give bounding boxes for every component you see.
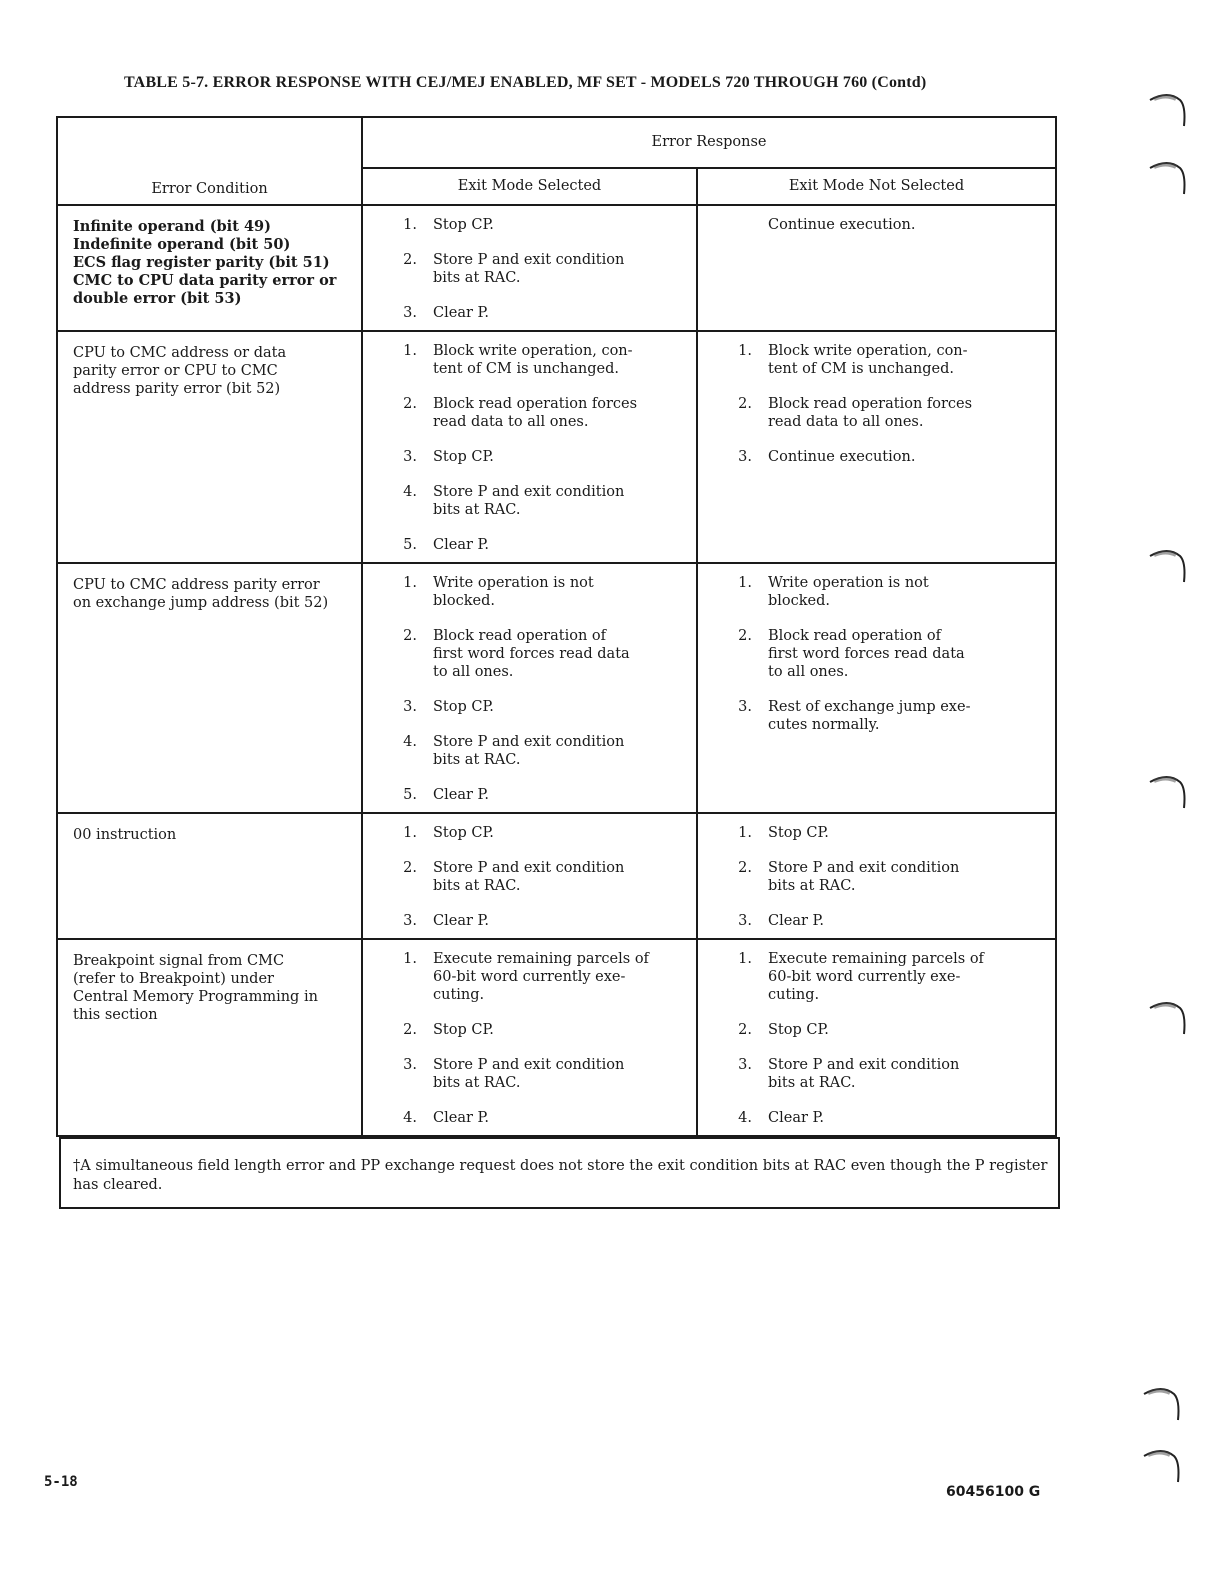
- step-text: Store P and exit condition bits at RAC.: [433, 1057, 625, 1091]
- step: [698, 698, 1043, 734]
- step-text: Store P and exit condition bits at RAC.: [768, 1057, 960, 1091]
- step-number: 2.: [403, 396, 417, 412]
- step-text: Stop CP.: [768, 825, 829, 841]
- step: [698, 1021, 1043, 1039]
- step-text: Execute remaining parcels of 60-bit word currently exe- cuting.: [768, 951, 984, 1003]
- step: [698, 824, 1043, 842]
- step-number: 1.: [738, 343, 752, 359]
- step-number: 3.: [738, 699, 752, 715]
- step-text: Execute remaining parcels of 60-bit word currently exe- cuting.: [433, 951, 649, 1003]
- step: [363, 1109, 684, 1127]
- step-number: 1.: [738, 825, 752, 841]
- step-number: 3.: [738, 1057, 752, 1073]
- step: [363, 698, 684, 716]
- table-footnote: †A simultaneous field length error and PP exchange request does not store the exit condition bits at RAC even though the P register has cleared.: [59, 1137, 1060, 1209]
- step-text: Store P and exit condition bits at RAC.: [768, 860, 960, 894]
- step-number: 3.: [403, 1057, 417, 1073]
- step-number: 3.: [403, 699, 417, 715]
- binder-hole-mark-icon: [1146, 998, 1192, 1038]
- step-number: 1.: [403, 217, 417, 233]
- not-selected-cell: [697, 205, 1056, 331]
- step: [363, 627, 684, 681]
- step-text: Stop CP.: [433, 449, 494, 465]
- step: [363, 912, 684, 930]
- condition-text: CPU to CMC address or data parity error or CPU to CMC address parity error (bit 52): [73, 345, 287, 397]
- step-text: Store P and exit condition bits at RAC.: [433, 860, 625, 894]
- condition-cell: [57, 563, 362, 813]
- step-text: Stop CP.: [433, 699, 494, 715]
- document-number: 60456100 G: [946, 1484, 1041, 1500]
- condition-text: 00 instruction: [73, 827, 177, 843]
- step: [363, 536, 684, 554]
- step-number: 1.: [403, 343, 417, 359]
- binder-hole-mark-icon: [1146, 546, 1192, 586]
- error-response-table: [56, 116, 1057, 1137]
- step-number: 2.: [403, 628, 417, 644]
- step-text: Stop CP.: [433, 217, 494, 233]
- step: [698, 1056, 1043, 1092]
- step: [698, 448, 1043, 466]
- not-selected-cell: [697, 939, 1056, 1136]
- header-exit-mode-not-selected: Exit Mode Not Selected: [697, 168, 1056, 205]
- step-number: 4.: [738, 1110, 752, 1126]
- table-title: TABLE 5-7. ERROR RESPONSE WITH CEJ/MEJ ENABLED, MF SET - MODELS 720 THROUGH 760 (Contd): [124, 74, 927, 91]
- step-number: 3.: [403, 913, 417, 929]
- step-text: Continue execution.: [768, 217, 916, 233]
- selected-cell: [362, 939, 697, 1136]
- step: [363, 216, 684, 234]
- step-number: 3.: [403, 305, 417, 321]
- step-number: 4.: [403, 1110, 417, 1126]
- step-text: Stop CP.: [433, 1022, 494, 1038]
- step-text: Rest of exchange jump exe- cutes normally.: [768, 699, 971, 733]
- selected-cell: [362, 563, 697, 813]
- step-text: Block read operation forces read data to all ones.: [768, 396, 973, 430]
- step-text: Block write operation, con- tent of CM is unchanged.: [433, 343, 633, 377]
- step: [698, 912, 1043, 930]
- table-row: [57, 813, 1056, 939]
- page-number: 5-18: [44, 1474, 78, 1490]
- step-number: 3.: [738, 449, 752, 465]
- step: [363, 251, 684, 287]
- step-text: Write operation is not blocked.: [433, 575, 594, 609]
- step-text: Clear P.: [433, 913, 489, 929]
- step: [363, 304, 684, 322]
- step: [363, 786, 684, 804]
- step-number: 3.: [403, 449, 417, 465]
- step: [698, 950, 1043, 1004]
- step-number: 1.: [738, 951, 752, 967]
- table-row: [57, 205, 1056, 331]
- step-number: 2.: [403, 252, 417, 268]
- step-text: Write operation is not blocked.: [768, 575, 929, 609]
- binder-hole-mark-icon: [1146, 90, 1192, 130]
- binder-hole-mark-icon: [1140, 1446, 1186, 1486]
- step: [363, 824, 684, 842]
- step-text: Clear P.: [768, 913, 824, 929]
- step-number: 4.: [403, 734, 417, 750]
- step-number: 3.: [738, 913, 752, 929]
- not-selected-cell: [697, 813, 1056, 939]
- header-exit-mode-selected: Exit Mode Selected: [362, 168, 697, 205]
- step-text: Block read operation of first word forces read data to all ones.: [433, 628, 630, 680]
- header-error-response: Error Response: [362, 117, 1056, 168]
- selected-cell: [362, 331, 697, 563]
- step-text: Continue execution.: [768, 449, 916, 465]
- step-text: Clear P.: [433, 1110, 489, 1126]
- step: [698, 627, 1043, 681]
- step: [363, 342, 684, 378]
- not-selected-cell: [697, 563, 1056, 813]
- step: [363, 1021, 684, 1039]
- condition-text: Infinite operand (bit 49) Indefinite operand (bit 50) ECS flag register parity (bit 51) CMC to CPU data parity error or double error (bit 53): [73, 218, 337, 307]
- step: [698, 1109, 1043, 1127]
- selected-cell: [362, 205, 697, 331]
- step-text: Clear P.: [433, 787, 489, 803]
- step-text: Block read operation forces read data to all ones.: [433, 396, 638, 430]
- step-number: 2.: [738, 860, 752, 876]
- step-number: 5.: [403, 537, 417, 553]
- step-text: Store P and exit condition bits at RAC.: [433, 484, 625, 518]
- step-number: 2.: [738, 628, 752, 644]
- not-selected-cell: [697, 331, 1056, 563]
- table-row: [57, 939, 1056, 1136]
- step-number: 2.: [403, 1022, 417, 1038]
- step-text: Clear P.: [433, 537, 489, 553]
- condition-text: Breakpoint signal from CMC (refer to Breakpoint) under Central Memory Programming in this section: [73, 953, 318, 1023]
- step-text: Stop CP.: [768, 1022, 829, 1038]
- condition-cell: [57, 813, 362, 939]
- binder-hole-mark-icon: [1146, 158, 1192, 198]
- step: [363, 483, 684, 519]
- step-text: Store P and exit condition bits at RAC.: [433, 734, 625, 768]
- step-number: 1.: [403, 951, 417, 967]
- step: [363, 733, 684, 769]
- binder-hole-mark-icon: [1146, 772, 1192, 812]
- step-number: 2.: [738, 396, 752, 412]
- table-row: [57, 563, 1056, 813]
- condition-cell: [57, 331, 362, 563]
- step: [698, 859, 1043, 895]
- step-number: 1.: [403, 825, 417, 841]
- condition-cell: [57, 939, 362, 1136]
- step: [363, 395, 684, 431]
- condition-text: CPU to CMC address parity error on exchange jump address (bit 52): [73, 577, 329, 611]
- step-text: Clear P.: [768, 1110, 824, 1126]
- step-number: 4.: [403, 484, 417, 500]
- step-text: Stop CP.: [433, 825, 494, 841]
- step-number: 2.: [403, 860, 417, 876]
- step-text: Block write operation, con- tent of CM is unchanged.: [768, 343, 968, 377]
- binder-hole-mark-icon: [1140, 1384, 1186, 1424]
- step: [363, 950, 684, 1004]
- table-row: [57, 331, 1056, 563]
- step: [363, 1056, 684, 1092]
- step-number: 2.: [738, 1022, 752, 1038]
- step-number: 1.: [738, 575, 752, 591]
- step: [363, 574, 684, 610]
- condition-cell: [57, 205, 362, 331]
- step: [698, 574, 1043, 610]
- step-number: 1.: [403, 575, 417, 591]
- step: [363, 448, 684, 466]
- step: [698, 395, 1043, 431]
- header-error-condition: Error Condition: [57, 117, 362, 205]
- step-text: Block read operation of first word forces read data to all ones.: [768, 628, 965, 680]
- step-text: Clear P.: [433, 305, 489, 321]
- step-text: Store P and exit condition bits at RAC.: [433, 252, 625, 286]
- step: [363, 859, 684, 895]
- step-number: 5.: [403, 787, 417, 803]
- step: [698, 342, 1043, 378]
- selected-cell: [362, 813, 697, 939]
